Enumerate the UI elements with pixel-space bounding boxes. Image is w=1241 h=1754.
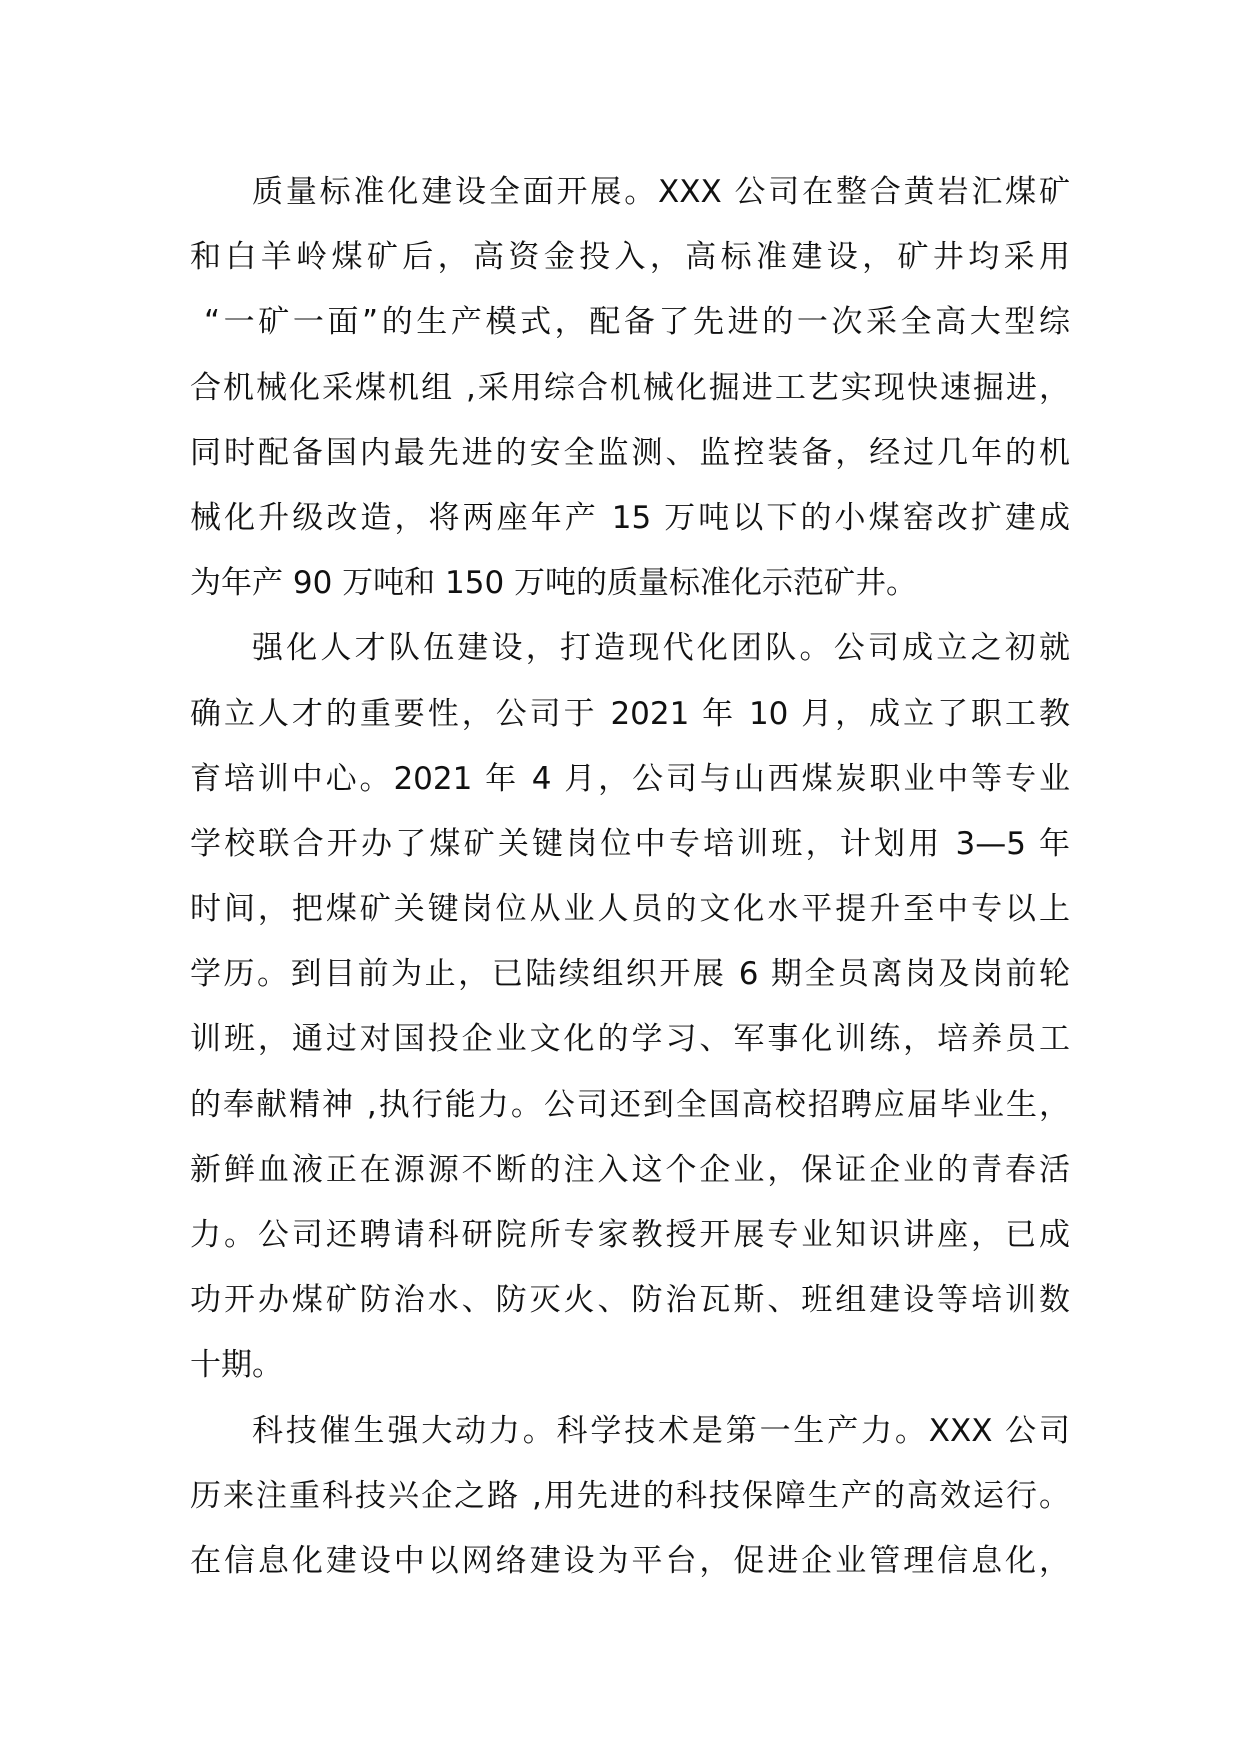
text-line: 功开办煤矿防治水、防灭火、防治瓦斯、班组建设等培训数: [190, 1282, 1070, 1319]
paragraph-talent-team: [190, 616, 1070, 1398]
text-line: 械化升级改造，将两座年产 15 万吨以下的小煤窑改扩建成: [190, 499, 1070, 536]
text-line: 同时配备国内最先进的安全监测、监控装备，经过几年的机: [190, 434, 1070, 471]
text-line: 质量标准化建设全面开展。XXX 公司在整合黄岩汇煤矿: [252, 174, 1070, 210]
text-line: “一矿一面”的生产模式，配备了先进的一次采全高大型综: [204, 304, 1070, 341]
text-line: 训班，通过对国投企业文化的学习、军事化训练，培养员工: [190, 1021, 1070, 1058]
paragraph-technology: [190, 1399, 1070, 1595]
text-line: 在信息化建设中以网络建设为平台，促进企业管理信息化，: [190, 1542, 1070, 1579]
text-line: 历来注重科技兴企之路 ,用先进的科技保障生产的高效运行。: [190, 1477, 1070, 1514]
text-line: 的奉献精神 ,执行能力。公司还到全国高校招聘应届毕业生，: [190, 1086, 1070, 1123]
document-body: [190, 160, 1070, 1594]
text-line: 力。公司还聘请科研院所专家教授开展专业知识讲座，已成: [190, 1217, 1070, 1253]
text-line: 学校联合开办了煤矿关键岗位中专培训班，计划用 3—5 年: [190, 825, 1070, 862]
text-line: 强化人才队伍建设，打造现代化团队。公司成立之初就: [252, 630, 1070, 667]
text-line: 时间，把煤矿关键岗位从业人员的文化水平提升至中专以上: [190, 891, 1070, 928]
text-line: 合机械化采煤机组 ,采用综合机械化掘进工艺实现快速掘进，: [190, 369, 1070, 406]
text-line: 学历。到目前为止，已陆续组织开展 6 期全员离岗及岗前轮: [190, 956, 1070, 993]
text-line: 为年产 90 万吨和 150 万吨的质量标准化示范矿井。: [190, 565, 918, 602]
text-line: 和白羊岭煤矿后，高资金投入，高标准建设，矿井均采用: [190, 239, 1070, 276]
paragraph-quality-standardization: [190, 160, 1070, 616]
text-line: 育培训中心。2021 年 4 月，公司与山西煤炭职业中等专业: [190, 760, 1070, 797]
text-line: 新鲜血液正在源源不断的注入这个企业，保证企业的青春活: [190, 1151, 1070, 1188]
text-line: 科技催生强大动力。科学技术是第一生产力。XXX 公司: [252, 1412, 1070, 1449]
text-line: 十期。: [190, 1347, 283, 1384]
text-line: 确立人才的重要性，公司于 2021 年 10 月，成立了职工教: [190, 695, 1070, 732]
